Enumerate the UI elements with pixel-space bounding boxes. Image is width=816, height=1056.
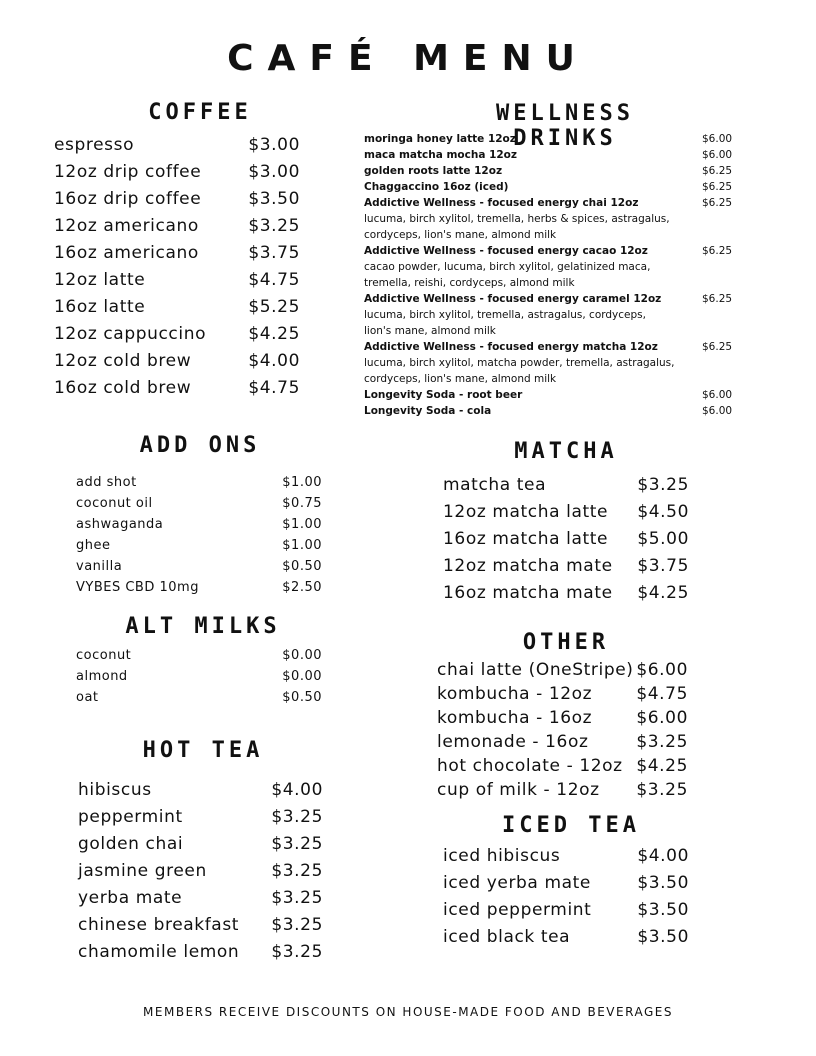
item-price: $0.75: [282, 496, 322, 511]
item-price: $6.25: [702, 341, 733, 353]
item-price: $4.50: [637, 502, 689, 522]
item-price: $6.00: [702, 133, 733, 145]
item-price: $4.75: [636, 684, 688, 704]
item-name: lemonade - 16oz: [437, 732, 589, 752]
item-name: iced black tea: [443, 927, 571, 947]
item-name: Longevity Soda - cola: [364, 405, 492, 417]
item-name: almond: [76, 669, 128, 684]
item-name: 16oz drip coffee: [54, 189, 202, 209]
icedtea-heading: ICED TEA: [502, 813, 640, 838]
item-description: lion's mane, almond milk: [364, 325, 496, 337]
item-price: $3.00: [248, 135, 300, 155]
item-description: tremella, reishi, cordyceps, almond milk: [364, 277, 575, 289]
item-description: cacao powder, lucuma, birch xylitol, gelatinized maca,: [364, 261, 651, 273]
hottea-item: [78, 888, 323, 908]
item-price: $3.25: [271, 942, 323, 962]
wellness-list: [364, 131, 736, 419]
item-name: hot chocolate - 12oz: [437, 756, 623, 776]
item-name: 16oz matcha latte: [443, 529, 609, 549]
coffee-heading: COFFEE: [148, 100, 252, 125]
item-price: $0.00: [282, 669, 322, 684]
item-price: $3.25: [271, 807, 323, 827]
item-price: $1.00: [282, 475, 322, 490]
item-price: $6.00: [702, 405, 733, 417]
item-price: $3.25: [271, 834, 323, 854]
item-price: $3.50: [637, 873, 689, 893]
item-name: 16oz matcha mate: [443, 583, 613, 603]
item-name: 12oz latte: [54, 270, 146, 290]
item-price: $4.25: [248, 324, 300, 344]
wellness-heading: WELLNESS DRINKS: [496, 101, 634, 151]
item-name: 12oz cold brew: [54, 351, 192, 371]
item-name: chamomile lemon: [78, 942, 240, 962]
item-name: coconut oil: [76, 496, 153, 511]
item-name: golden chai: [78, 834, 184, 854]
item-price: $4.25: [637, 583, 689, 603]
item-name: 12oz matcha latte: [443, 502, 609, 522]
item-name: 12oz cappuccino: [54, 324, 207, 344]
item-name: Longevity Soda - root beer: [364, 389, 523, 401]
item-price: $3.25: [271, 861, 323, 881]
item-price: $3.25: [271, 915, 323, 935]
wellness-item: [364, 243, 736, 259]
wellness-item: [364, 339, 736, 355]
wellness-item: [364, 179, 736, 195]
item-name: VYBES CBD 10mg: [76, 580, 199, 595]
item-description: cordyceps, lion's mane, almond milk: [364, 373, 557, 385]
item-name: iced hibiscus: [443, 846, 561, 866]
wellness-item: [364, 291, 736, 307]
item-name: matcha tea: [443, 475, 547, 495]
item-name: 12oz drip coffee: [54, 162, 202, 182]
item-price: $3.25: [248, 216, 300, 236]
item-name: Addictive Wellness - focused energy cacao 12oz: [364, 245, 648, 257]
item-price: $3.75: [248, 243, 300, 263]
hottea-item: [78, 915, 323, 935]
coffee-item: [54, 378, 300, 398]
item-price: $5.00: [637, 529, 689, 549]
item-name: Addictive Wellness - focused energy matcha 12oz: [364, 341, 658, 353]
footer-note: MEMBERS RECEIVE DISCOUNTS ON HOUSE-MADE FOOD AND BEVERAGES: [143, 1005, 673, 1019]
item-name: chai latte (OneStripe): [437, 660, 634, 680]
coffee-item: [54, 270, 300, 290]
matcha-heading: MATCHA: [514, 439, 618, 464]
item-name: peppermint: [78, 807, 183, 827]
item-price: $6.00: [702, 149, 733, 161]
other-item: [437, 732, 688, 752]
item-price: $3.25: [636, 780, 688, 800]
item-price: $0.50: [282, 559, 322, 574]
item-price: $2.50: [282, 580, 322, 595]
item-name: jasmine green: [78, 861, 207, 881]
item-price: $3.25: [636, 732, 688, 752]
item-price: $1.00: [282, 517, 322, 532]
wellness-item: [364, 163, 736, 179]
item-name: 12oz matcha mate: [443, 556, 613, 576]
item-price: $4.25: [636, 756, 688, 776]
item-name: iced peppermint: [443, 900, 592, 920]
item-price: $3.50: [637, 927, 689, 947]
item-price: $6.25: [702, 293, 733, 305]
item-name: Addictive Wellness - focused energy chai 12oz: [364, 197, 639, 209]
addons-heading: ADD ONS: [139, 433, 261, 458]
addon-item: [76, 475, 322, 490]
wellness-item: [364, 387, 736, 403]
addon-item: [76, 517, 322, 532]
other-heading: OTHER: [522, 630, 610, 655]
coffee-item: [54, 351, 300, 371]
wellness-item: [364, 147, 736, 163]
altmilks-heading: ALT MILKS: [125, 614, 281, 639]
addon-item: [76, 496, 322, 511]
item-name: ghee: [76, 538, 111, 553]
item-name: ashwaganda: [76, 517, 164, 532]
item-price: $6.25: [702, 165, 733, 177]
wellness-item: [364, 403, 736, 419]
wellness-item: [364, 195, 736, 211]
icedtea-item: [443, 900, 689, 920]
hottea-item: [78, 834, 323, 854]
item-name: oat: [76, 690, 99, 705]
coffee-item: [54, 162, 300, 182]
item-description: lucuma, birch xylitol, matcha powder, tremella, astragalus,: [364, 357, 675, 369]
coffee-item: [54, 297, 300, 317]
addon-item: [76, 580, 322, 595]
item-name: 16oz americano: [54, 243, 199, 263]
menu-title: CAFÉ MENU: [227, 38, 589, 79]
wellness-item: [364, 131, 736, 147]
item-price: $6.25: [702, 181, 733, 193]
item-price: $6.00: [702, 389, 733, 401]
other-item: [437, 780, 688, 800]
item-price: $3.75: [637, 556, 689, 576]
item-name: golden roots latte 12oz: [364, 165, 503, 177]
item-name: add shot: [76, 475, 137, 490]
item-name: coconut: [76, 648, 132, 663]
item-price: $6.00: [636, 660, 688, 680]
item-name: hibiscus: [78, 780, 152, 800]
matcha-item: [443, 556, 689, 576]
hottea-item: [78, 942, 323, 962]
coffee-item: [54, 216, 300, 236]
matcha-item: [443, 475, 689, 495]
icedtea-item: [443, 873, 689, 893]
item-price: $6.25: [702, 197, 733, 209]
item-price: $3.50: [248, 189, 300, 209]
item-name: espresso: [54, 135, 135, 155]
item-price: $4.75: [248, 378, 300, 398]
item-price: $3.25: [637, 475, 689, 495]
item-name: kombucha - 12oz: [437, 684, 593, 704]
coffee-item: [54, 189, 300, 209]
matcha-item: [443, 583, 689, 603]
altmilk-item: [76, 669, 322, 684]
item-description: cordyceps, lion's mane, almond milk: [364, 229, 557, 241]
hottea-heading: HOT TEA: [142, 738, 264, 763]
item-price: $3.00: [248, 162, 300, 182]
item-price: $0.00: [282, 648, 322, 663]
item-name: iced yerba mate: [443, 873, 591, 893]
hottea-item: [78, 807, 323, 827]
other-item: [437, 756, 688, 776]
matcha-item: [443, 502, 689, 522]
item-name: kombucha - 16oz: [437, 708, 593, 728]
altmilk-item: [76, 648, 322, 663]
item-name: vanilla: [76, 559, 123, 574]
item-name: Chaggaccino 16oz (iced): [364, 181, 509, 193]
item-price: $3.25: [271, 888, 323, 908]
item-description: lucuma, birch xylitol, tremella, astragalus, cordyceps,: [364, 309, 646, 321]
matcha-item: [443, 529, 689, 549]
item-name: chinese breakfast: [78, 915, 240, 935]
coffee-item: [54, 324, 300, 344]
icedtea-item: [443, 927, 689, 947]
item-name: 12oz americano: [54, 216, 199, 236]
item-price: $6.00: [636, 708, 688, 728]
item-price: $4.00: [271, 780, 323, 800]
other-item: [437, 660, 688, 680]
coffee-item: [54, 243, 300, 263]
hottea-item: [78, 780, 323, 800]
item-price: $4.00: [637, 846, 689, 866]
other-item: [437, 684, 688, 704]
item-description: lucuma, birch xylitol, tremella, herbs & spices, astragalus,: [364, 213, 670, 225]
item-name: 16oz latte: [54, 297, 146, 317]
item-price: $4.00: [248, 351, 300, 371]
item-price: $5.25: [248, 297, 300, 317]
addon-item: [76, 538, 322, 553]
item-price: $1.00: [282, 538, 322, 553]
icedtea-item: [443, 846, 689, 866]
item-price: $4.75: [248, 270, 300, 290]
item-name: Addictive Wellness - focused energy caramel 12oz: [364, 293, 662, 305]
coffee-item: [54, 135, 300, 155]
other-item: [437, 708, 688, 728]
hottea-item: [78, 861, 323, 881]
altmilk-item: [76, 690, 322, 705]
item-name: yerba mate: [78, 888, 183, 908]
item-name: 16oz cold brew: [54, 378, 192, 398]
item-price: $3.50: [637, 900, 689, 920]
addon-item: [76, 559, 322, 574]
item-name: cup of milk - 12oz: [437, 780, 600, 800]
item-price: $6.25: [702, 245, 733, 257]
item-price: $0.50: [282, 690, 322, 705]
item-name: moringa honey latte 12oz: [364, 133, 516, 145]
item-name: maca matcha mocha 12oz: [364, 149, 518, 161]
